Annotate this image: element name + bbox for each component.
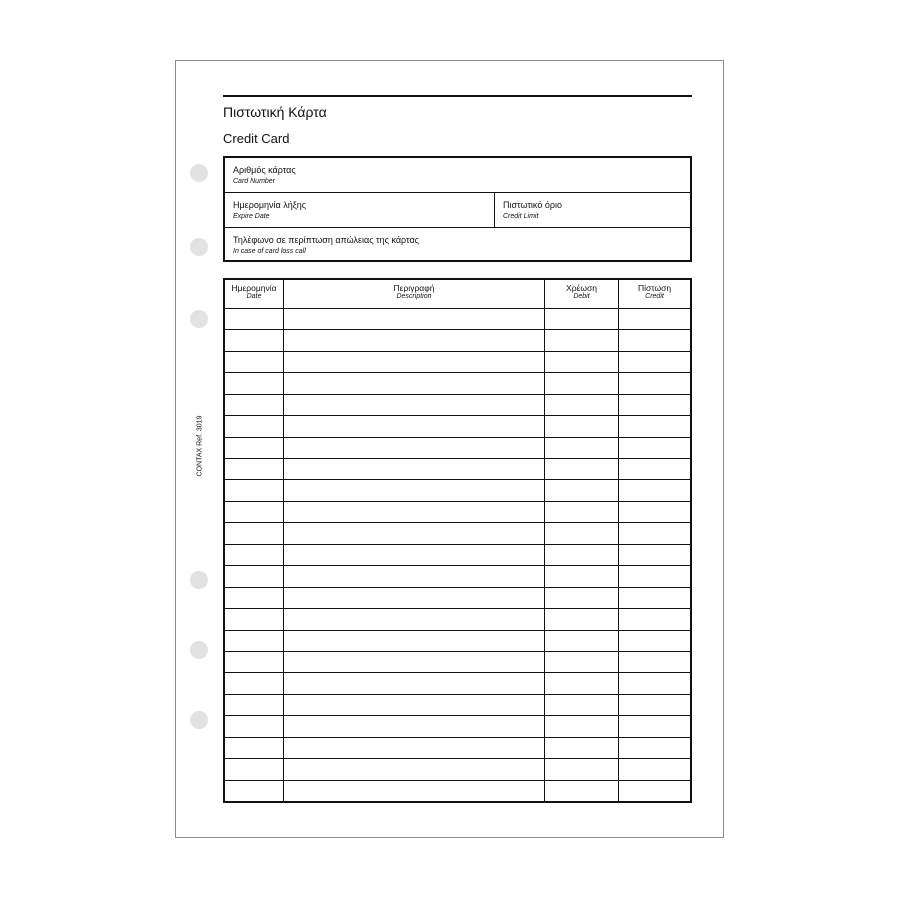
binder-hole bbox=[190, 711, 208, 729]
header-rule bbox=[223, 95, 692, 97]
table-row-divider bbox=[225, 608, 690, 609]
table-row-divider bbox=[225, 351, 690, 352]
column-header-greek: Περιγραφή bbox=[393, 283, 435, 293]
expire-date-label-greek: Ημερομηνία λήξης bbox=[233, 200, 307, 210]
loss-phone-label-english: In case of card loss call bbox=[233, 248, 306, 255]
table-row-divider bbox=[225, 437, 690, 438]
credit-limit-field[interactable] bbox=[495, 193, 690, 227]
credit-limit-label-greek: Πιστωτικό όριο bbox=[503, 200, 562, 210]
loss-phone-field[interactable] bbox=[225, 228, 690, 263]
column-header-english: Date bbox=[246, 293, 262, 300]
card-info-box bbox=[223, 156, 692, 262]
column-header-english: Debit bbox=[573, 293, 590, 300]
table-row-divider bbox=[225, 758, 690, 759]
page-title-english: Credit Card bbox=[223, 131, 290, 146]
table-row-divider bbox=[225, 672, 690, 673]
table-row-divider bbox=[225, 737, 690, 738]
table-row-divider bbox=[225, 630, 690, 631]
transaction-ledger bbox=[223, 278, 692, 803]
binder-hole bbox=[190, 164, 208, 182]
table-row-divider bbox=[225, 544, 690, 545]
table-row-divider bbox=[225, 394, 690, 395]
column-header-credit bbox=[619, 283, 690, 300]
card-number-label-english: Card Number bbox=[233, 178, 276, 185]
binder-hole bbox=[190, 571, 208, 589]
binder-hole bbox=[190, 310, 208, 328]
column-header-description bbox=[284, 283, 544, 300]
column-header-greek: Χρέωση bbox=[566, 283, 597, 293]
reference-code: CONTAX Ref. 3019 bbox=[196, 415, 204, 477]
card-number-field[interactable] bbox=[225, 158, 690, 193]
table-row-divider bbox=[225, 587, 690, 588]
table-row-divider bbox=[225, 415, 690, 416]
column-divider bbox=[618, 280, 619, 801]
column-header-date bbox=[225, 283, 283, 300]
table-row-divider bbox=[225, 458, 690, 459]
expiry-limit-row bbox=[225, 193, 690, 228]
column-header-debit bbox=[545, 283, 618, 300]
table-row-divider bbox=[225, 694, 690, 695]
column-header-english: Credit bbox=[645, 293, 664, 300]
expire-date-field[interactable] bbox=[225, 193, 495, 227]
table-row-divider bbox=[225, 329, 690, 330]
column-divider bbox=[283, 280, 284, 801]
table-row-divider bbox=[225, 715, 690, 716]
page-title-greek: Πιστωτική Κάρτα bbox=[223, 104, 327, 120]
table-row-divider bbox=[225, 565, 690, 566]
card-number-label-greek: Αριθμός κάρτας bbox=[233, 165, 296, 175]
expire-date-label-english: Expire Date bbox=[233, 213, 270, 220]
column-divider bbox=[544, 280, 545, 801]
column-header-english: Description bbox=[396, 293, 432, 300]
table-row-divider bbox=[225, 479, 690, 480]
table-row-divider bbox=[225, 522, 690, 523]
header-divider bbox=[225, 308, 690, 309]
binder-hole bbox=[190, 238, 208, 256]
table-row-divider bbox=[225, 651, 690, 652]
table-row-divider bbox=[225, 501, 690, 502]
column-header-greek: Πίστωση bbox=[637, 283, 672, 293]
credit-limit-label-english: Credit Limit bbox=[503, 213, 539, 220]
binder-hole bbox=[190, 641, 208, 659]
loss-phone-label-greek: Τηλέφωνο σε περίπτωση απώλειας της κάρτας bbox=[233, 235, 420, 245]
table-row-divider bbox=[225, 372, 690, 373]
table-row-divider bbox=[225, 780, 690, 781]
column-header-greek: Ημερομηνία bbox=[231, 283, 277, 293]
